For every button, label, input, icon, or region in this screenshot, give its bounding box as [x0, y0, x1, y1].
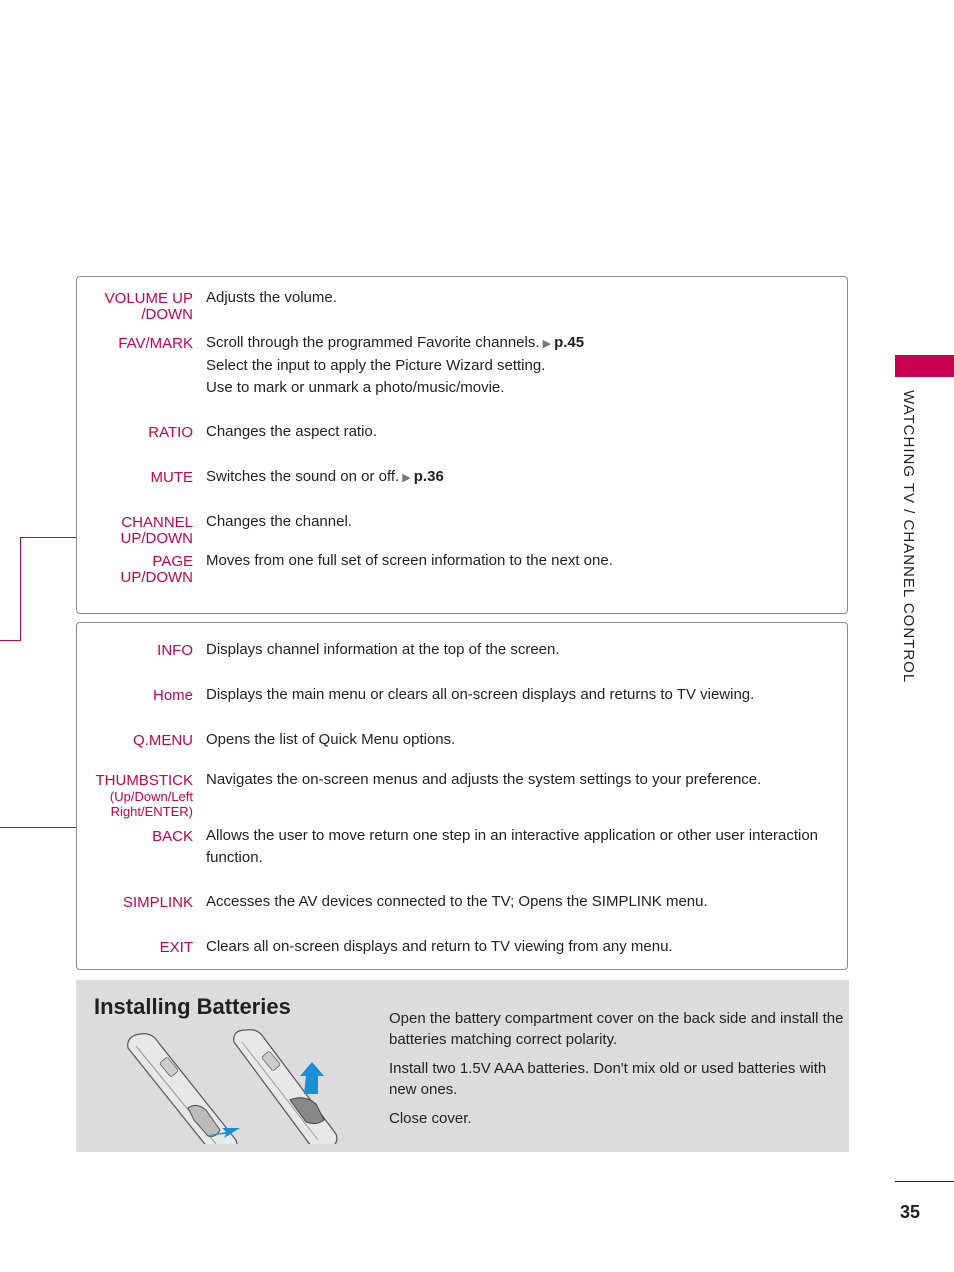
- button-description: [206, 466, 838, 489]
- button-name-line: VOLUME UP: [104, 290, 193, 307]
- installing-batteries-panel: [76, 980, 849, 1152]
- button-description: [206, 729, 838, 751]
- button-name-line: INFO: [157, 642, 193, 659]
- button-description: [206, 287, 838, 309]
- button-name: [83, 515, 193, 547]
- button-description: [206, 511, 838, 533]
- description-line: Adjusts the volume.: [206, 289, 337, 306]
- button-name: [83, 554, 193, 586]
- section-tab: [895, 355, 954, 377]
- button-name: [83, 688, 193, 704]
- button-name-line: UP/DOWN: [120, 569, 193, 586]
- button-description: [206, 684, 838, 706]
- button-description: [206, 891, 838, 913]
- button-description: [206, 936, 838, 958]
- connector-line: [20, 537, 21, 641]
- remote-batteries-illustration: [116, 1028, 356, 1144]
- button-name-line: FAV/MARK: [118, 335, 193, 352]
- connector-line: [0, 827, 77, 828]
- button-name-line: Q.MENU: [133, 732, 193, 749]
- description-line: Changes the channel.: [206, 513, 352, 530]
- description-line: Accesses the AV devices connected to the TV; Opens the SIMPLINK menu.: [206, 893, 708, 910]
- description-line: Changes the aspect ratio.: [206, 423, 377, 440]
- button-name-line: /DOWN: [141, 306, 193, 323]
- section-label: WATCHING TV / CHANNEL CONTROL: [900, 390, 917, 684]
- battery-instructions: [389, 1008, 845, 1137]
- button-name-line: Home: [152, 687, 193, 704]
- button-description: [206, 332, 838, 399]
- instruction-1: Open the battery compartment cover on the back side and install the batteries matching correct polarity.: [389, 1010, 844, 1048]
- page-rule: [895, 1181, 954, 1182]
- button-name: [83, 940, 193, 956]
- button-name: [83, 291, 193, 323]
- button-name-line: SIMPLINK: [122, 894, 193, 911]
- instruction-2: Install two 1.5V AAA batteries. Don't mix old or used batteries with new ones.: [389, 1060, 827, 1098]
- description-line: Moves from one full set of screen information to the next one.: [206, 552, 613, 569]
- description-line: Opens the list of Quick Menu options.: [206, 731, 456, 748]
- button-description: [206, 769, 838, 791]
- triangle-icon: ▶: [399, 472, 414, 484]
- button-name-subline: Right/ENTER): [110, 804, 193, 819]
- description-line: Switches the sound on or off. ▶ p.36: [206, 468, 444, 485]
- page-reference: p.45: [554, 334, 585, 351]
- section-title: Installing Batteries: [94, 994, 291, 1019]
- instruction-3: Close cover.: [389, 1110, 472, 1127]
- button-name-line: THUMBSTICK: [95, 772, 193, 789]
- button-name-line: UP/DOWN: [120, 530, 193, 547]
- button-name-line: EXIT: [159, 939, 193, 956]
- description-line: Allows the user to move return one step in an interactive application or other user interaction function.: [206, 827, 818, 866]
- button-table-1: [76, 276, 848, 614]
- description-line: Navigates the on-screen menus and adjusts the system settings to your preference.: [206, 771, 762, 788]
- connector-line: [20, 537, 77, 538]
- button-name: [83, 733, 193, 749]
- button-description: [206, 825, 838, 869]
- button-name-subline: (Up/Down/Left: [109, 789, 193, 804]
- button-name: [83, 336, 193, 352]
- description-line: Select the input to apply the Picture Wizard setting.: [206, 357, 546, 374]
- button-name: [83, 643, 193, 659]
- description-line: Use to mark or unmark a photo/music/movie.: [206, 379, 505, 396]
- button-name: [83, 773, 193, 819]
- page-number: 35: [899, 1202, 920, 1222]
- connector-line: [0, 640, 21, 641]
- button-description: [206, 550, 838, 572]
- description-line: Displays the main menu or clears all on-screen displays and returns to TV viewing.: [206, 686, 755, 703]
- button-name-line: CHANNEL: [121, 514, 193, 531]
- page-reference: p.36: [413, 468, 444, 485]
- button-name-line: PAGE: [152, 553, 193, 570]
- button-name-line: MUTE: [150, 469, 193, 486]
- description-line: Clears all on-screen displays and return to TV viewing from any menu.: [206, 938, 673, 955]
- button-name: [83, 425, 193, 441]
- description-line: Scroll through the programmed Favorite channels. ▶ p.45: [206, 334, 585, 351]
- button-name-line: BACK: [152, 828, 193, 845]
- button-table-2: [76, 622, 848, 970]
- triangle-icon: ▶: [539, 338, 555, 350]
- button-name: [83, 829, 193, 845]
- button-name: [83, 470, 193, 486]
- button-name: [83, 895, 193, 911]
- description-line: Displays channel information at the top of the screen.: [206, 641, 560, 658]
- button-description: [206, 639, 838, 661]
- button-name-line: RATIO: [148, 424, 193, 441]
- button-description: [206, 421, 838, 443]
